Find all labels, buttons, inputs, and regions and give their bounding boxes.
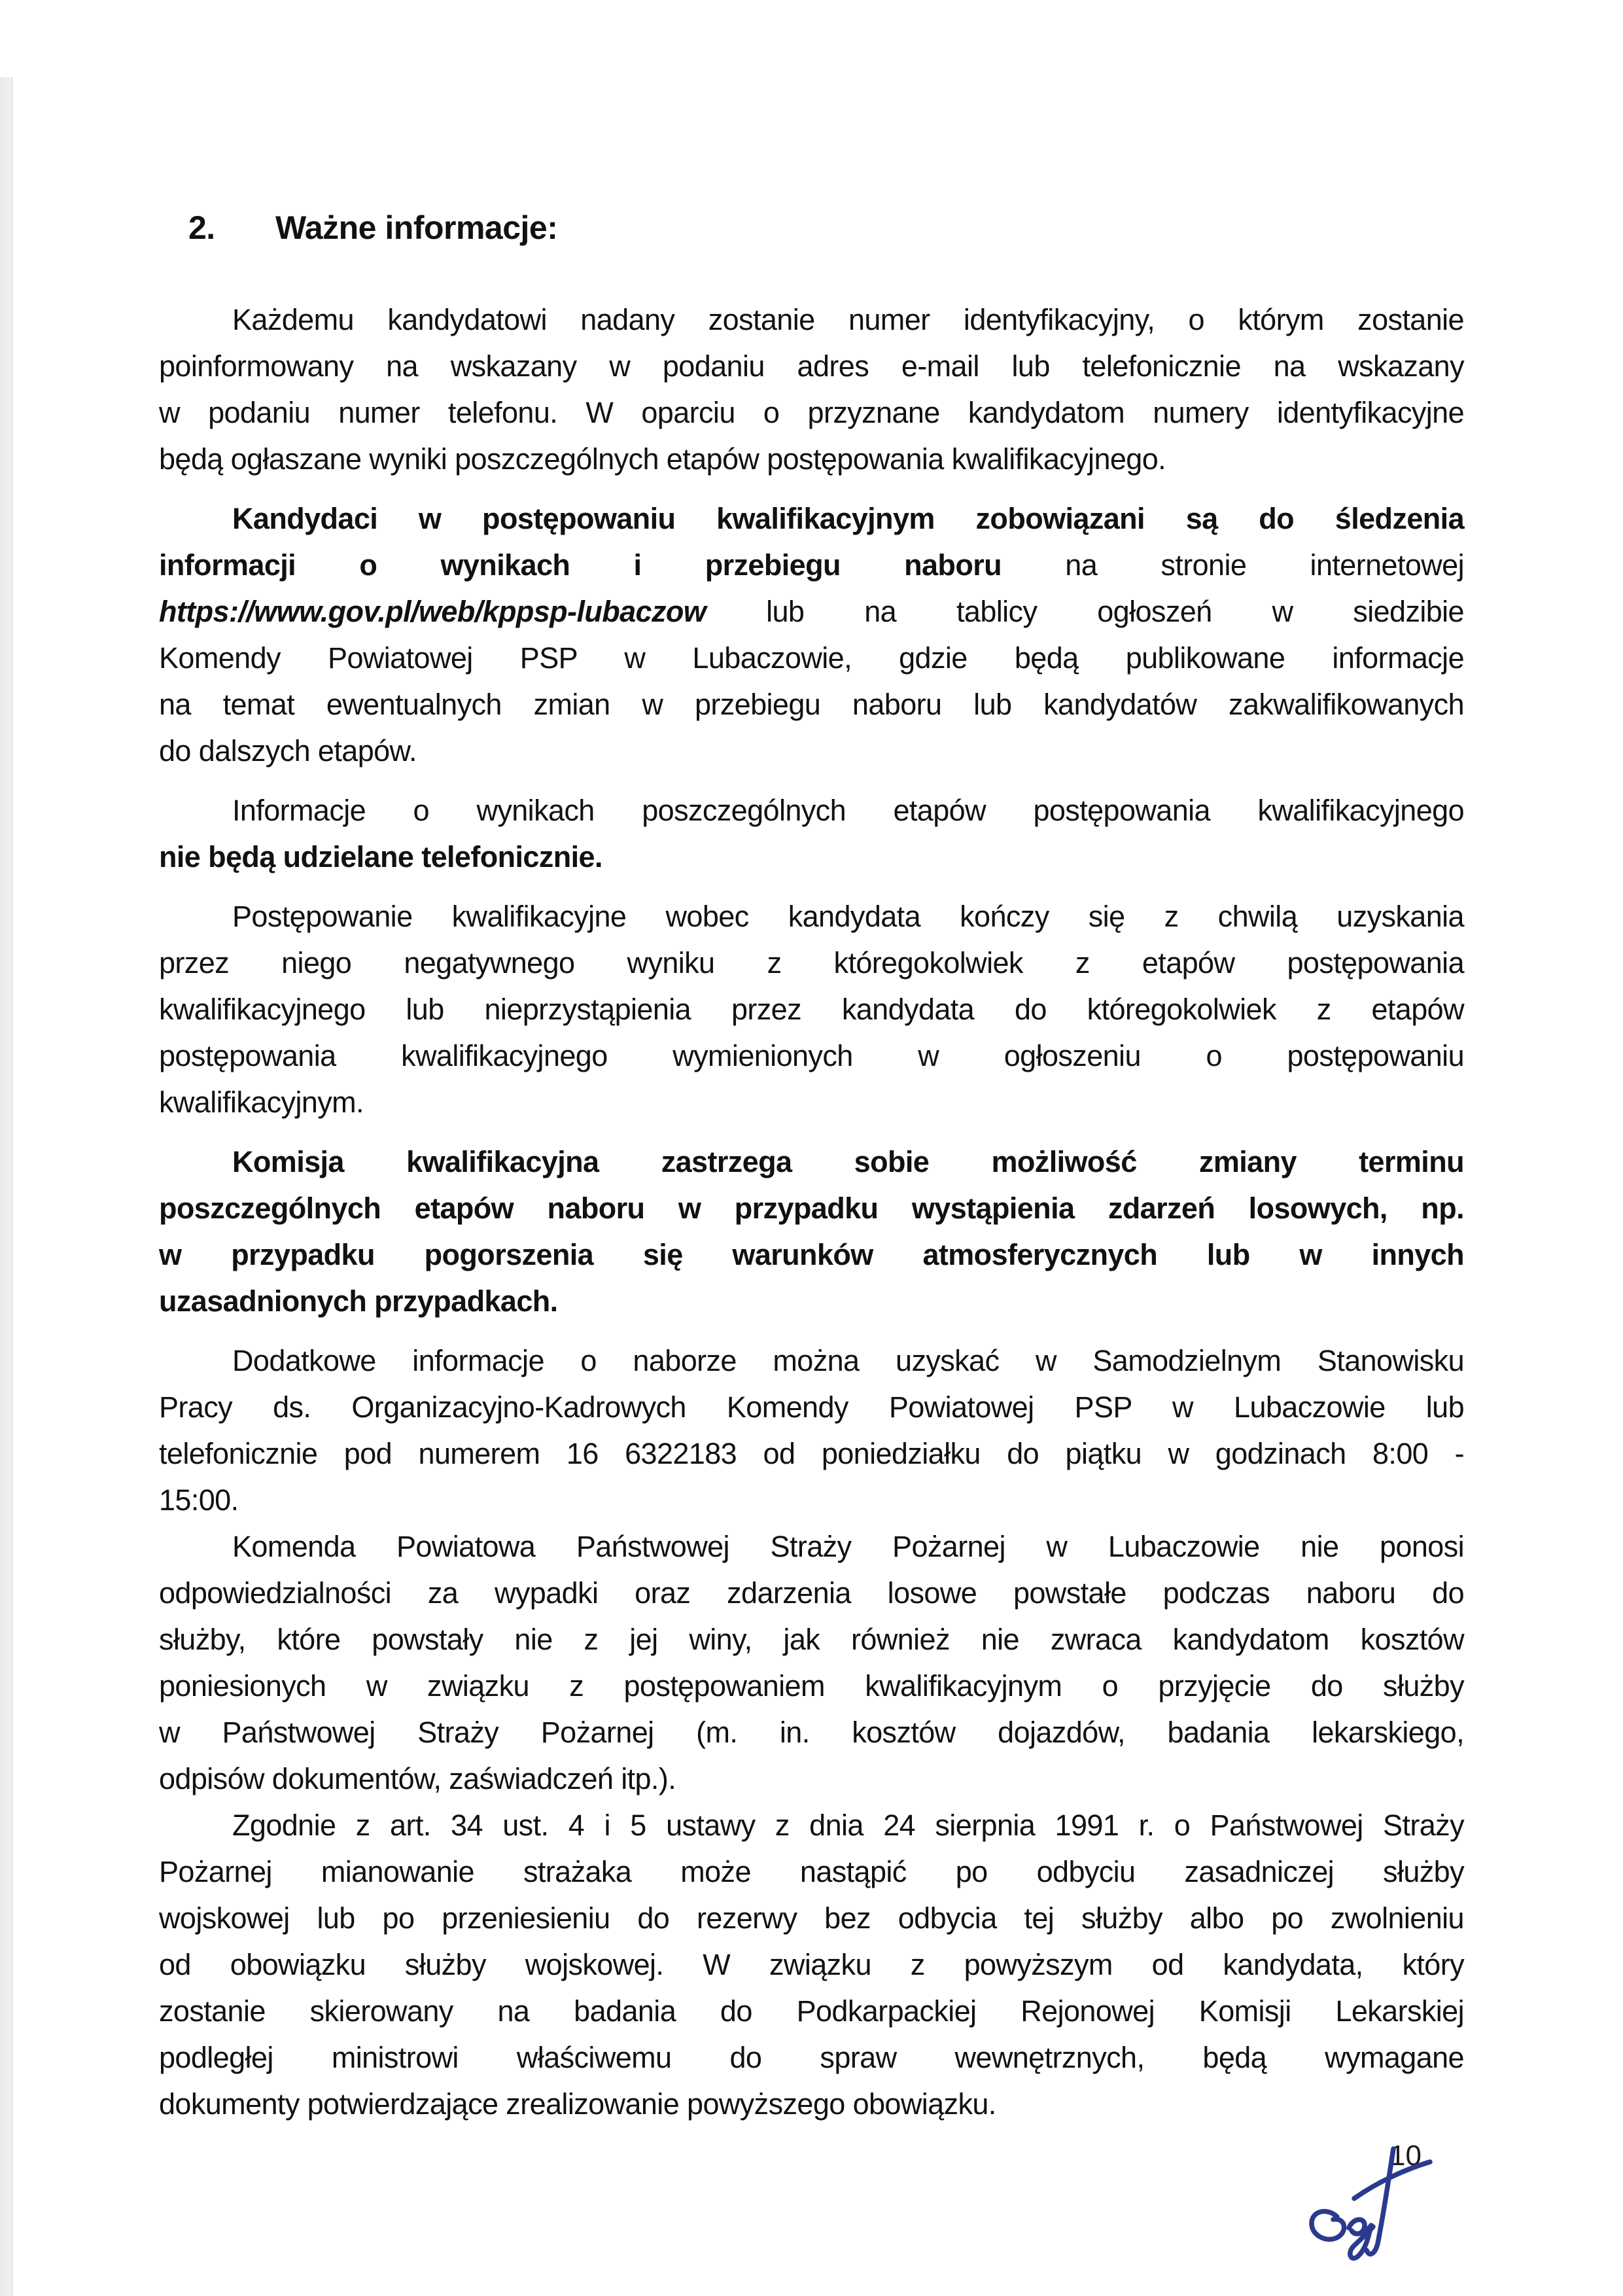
text-line bbox=[159, 588, 1464, 635]
text-run: przez niego negatywnego wyniku z któregokolwiek z etapów postępowania bbox=[159, 946, 1464, 980]
paragraph bbox=[159, 1802, 1464, 2127]
text-run: kwalifikacyjnym. bbox=[159, 1086, 364, 1119]
paragraph bbox=[159, 296, 1464, 482]
text-line bbox=[159, 1079, 1464, 1125]
text-run: służby, które powstały nie z jej winy, jak również nie zwraca kandydatom kosztów bbox=[159, 1623, 1464, 1656]
scan-edge-artifact bbox=[0, 77, 12, 2296]
text-line bbox=[159, 893, 1464, 940]
document-content bbox=[159, 208, 1464, 2127]
paragraph bbox=[159, 1523, 1464, 1802]
text-run: na temat ewentualnych zmian w przebiegu naboru lub kandydatów zakwalifikowanych bbox=[159, 688, 1464, 721]
text-run: telefonicznie pod numerem 16 6322183 od poniedziałku do piątku w godzinach 8:00 - bbox=[159, 1437, 1464, 1470]
text-line bbox=[159, 1384, 1464, 1430]
paragraph bbox=[159, 787, 1464, 880]
section-title: Ważne informacje: bbox=[275, 209, 558, 246]
text-line bbox=[159, 681, 1464, 728]
text-run: podległej ministrowi właściwemu do spraw wewnętrznych, będą wymagane bbox=[159, 2041, 1464, 2074]
text-line bbox=[159, 495, 1464, 542]
page-footer bbox=[1294, 2128, 1464, 2278]
text-line bbox=[159, 1895, 1464, 1941]
text-run: będą ogłaszane wyniki poszczególnych etapów postępowania kwalifikacyjnego. bbox=[159, 442, 1166, 476]
text-run: zostanie skierowany na badania do Podkarpackiej Rejonowej Komisji Lekarskiej bbox=[159, 1994, 1464, 2028]
text-run: Pożarnej mianowanie strażaka może nastąpić po odbyciu zasadniczej służby bbox=[159, 1855, 1464, 1888]
text-line bbox=[159, 1988, 1464, 2034]
signature-ink bbox=[1294, 2137, 1444, 2268]
text-line bbox=[159, 343, 1464, 389]
text-line bbox=[159, 2081, 1464, 2127]
paragraph bbox=[159, 1139, 1464, 1324]
text-run: Komisja kwalifikacyjna zastrzega sobie możliwość zmiany terminu bbox=[232, 1145, 1464, 1178]
text-line bbox=[159, 1802, 1464, 1848]
paragraph bbox=[159, 495, 1464, 774]
text-run: uzasadnionych przypadkach. bbox=[159, 1284, 558, 1318]
text-run: dokumenty potwierdzające zrealizowanie powyższego obowiązku. bbox=[159, 2087, 996, 2121]
page-number: 10 bbox=[1389, 2140, 1422, 2172]
text-line bbox=[159, 1941, 1464, 1988]
text-line bbox=[159, 787, 1464, 834]
text-run: Dodatkowe informacje o naborze można uzyskać w Samodzielnym Stanowisku bbox=[232, 1344, 1464, 1377]
text-run: https://www.gov.pl/web/kppsp-lubaczow bbox=[159, 595, 707, 628]
text-run: odpisów dokumentów, zaświadczeń itp.). bbox=[159, 1762, 676, 1795]
section-heading bbox=[159, 208, 1464, 247]
text-line bbox=[159, 1231, 1464, 1278]
text-run: do dalszych etapów. bbox=[159, 734, 417, 768]
text-line bbox=[159, 2034, 1464, 2081]
text-run: informacji o wynikach i przebiegu naboru bbox=[159, 548, 1002, 582]
text-run: 15:00. bbox=[159, 1483, 239, 1517]
text-run: odpowiedzialności za wypadki oraz zdarzenia losowe powstałe podczas naboru do bbox=[159, 1576, 1464, 1610]
text-line bbox=[159, 1033, 1464, 1079]
text-run: nie będą udzielane telefonicznie. bbox=[159, 840, 602, 874]
text-run: na stronie internetowej bbox=[1002, 548, 1465, 582]
text-line bbox=[159, 986, 1464, 1033]
text-line bbox=[159, 1523, 1464, 1570]
text-run: Kandydaci w postępowaniu kwalifikacyjnym zobowiązani są do śledzenia bbox=[232, 502, 1464, 535]
text-line bbox=[159, 296, 1464, 343]
text-line bbox=[159, 1139, 1464, 1185]
text-line bbox=[159, 389, 1464, 436]
text-run: Postępowanie kwalifikacyjne wobec kandydata kończy się z chwilą uzyskania bbox=[232, 900, 1464, 933]
text-line bbox=[159, 1570, 1464, 1616]
text-line bbox=[159, 728, 1464, 774]
text-line bbox=[159, 1709, 1464, 1756]
text-run: Zgodnie z art. 34 ust. 4 i 5 ustawy z dnia 24 sierpnia 1991 r. o Państwowej Straży bbox=[232, 1809, 1464, 1842]
text-run: postępowania kwalifikacyjnego wymienionych w ogłoszeniu o postępowaniu bbox=[159, 1039, 1464, 1072]
text-line bbox=[159, 436, 1464, 482]
text-line bbox=[159, 1185, 1464, 1231]
text-run: Pracy ds. Organizacyjno-Kadrowych Komendy Powiatowej PSP w Lubaczowie lub bbox=[159, 1390, 1464, 1424]
text-run: lub na tablicy ogłoszeń w siedzibie bbox=[706, 595, 1464, 628]
text-run: poinformowany na wskazany w podaniu adres e-mail lub telefonicznie na wskazany bbox=[159, 349, 1464, 383]
text-line bbox=[159, 635, 1464, 681]
text-run: poszczególnych etapów naboru w przypadku wystąpienia zdarzeń losowych, np. bbox=[159, 1192, 1464, 1225]
text-line bbox=[159, 834, 1464, 880]
paragraph bbox=[159, 893, 1464, 1125]
text-run: w Państwowej Straży Pożarnej (m. in. kosztów dojazdów, badania lekarskiego, bbox=[159, 1716, 1464, 1749]
text-run: Komenda Powiatowa Państwowej Straży Pożarnej w Lubaczowie nie ponosi bbox=[232, 1530, 1464, 1563]
text-line bbox=[159, 542, 1464, 588]
text-line bbox=[159, 1477, 1464, 1523]
paragraph bbox=[159, 1337, 1464, 1523]
text-run: w podaniu numer telefonu. W oparciu o przyznane kandydatom numery identyfikacyjne bbox=[159, 396, 1464, 429]
text-run: Informacje o wynikach poszczególnych etapów postępowania kwalifikacyjnego bbox=[232, 794, 1464, 827]
text-run: od obowiązku służby wojskowej. W związku z powyższym od kandydata, który bbox=[159, 1948, 1464, 1981]
section-number: 2. bbox=[188, 209, 215, 246]
text-run: Każdemu kandydatowi nadany zostanie numer identyfikacyjny, o którym zostanie bbox=[232, 303, 1464, 336]
text-line bbox=[159, 1278, 1464, 1324]
text-line bbox=[159, 1430, 1464, 1477]
text-line bbox=[159, 1756, 1464, 1802]
document-body bbox=[159, 296, 1464, 2127]
text-line bbox=[159, 1848, 1464, 1895]
text-run: kwalifikacyjnego lub nieprzystąpienia przez kandydata do któregokolwiek z etapów bbox=[159, 993, 1464, 1026]
text-line bbox=[159, 1663, 1464, 1709]
text-run: poniesionych w związku z postępowaniem kwalifikacyjnym o przyjęcie do służby bbox=[159, 1669, 1464, 1703]
text-run: Komendy Powiatowej PSP w Lubaczowie, gdzie będą publikowane informacje bbox=[159, 641, 1464, 675]
text-line bbox=[159, 940, 1464, 986]
text-line bbox=[159, 1337, 1464, 1384]
text-run: w przypadku pogorszenia się warunków atmosferycznych lub w innych bbox=[159, 1238, 1464, 1271]
text-line bbox=[159, 1616, 1464, 1663]
text-run: wojskowej lub po przeniesieniu do rezerwy bez odbycia tej służby albo po zwolnieniu bbox=[159, 1901, 1464, 1935]
